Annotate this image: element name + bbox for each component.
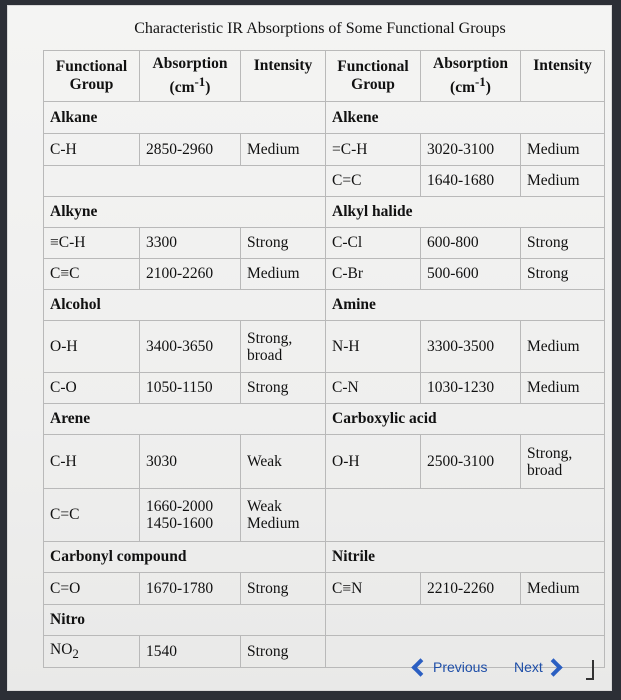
section-row [44,102,605,134]
absorption: 3300-3500 [421,321,521,373]
section-amine: Amine [326,290,605,321]
header-intensity-2: Intensity [521,51,605,102]
section-row [44,605,605,636]
header-intensity: Intensity [241,51,326,102]
functional-group: =C-H [326,134,421,166]
table-row [44,435,605,489]
intensity: Medium [521,166,605,197]
intensity: Strong [521,259,605,290]
functional-group: C-N [326,373,421,404]
table-row [44,228,605,259]
section-alcohol: Alcohol [44,290,326,321]
section-alkane: Alkane [44,102,326,134]
section-row [44,404,605,435]
absorption: 3020-3100 [421,134,521,166]
table-row [44,166,605,197]
empty-cell [326,605,605,636]
absorption: 1540 [140,636,241,668]
absorption: 3400-3650 [140,321,241,373]
functional-group: N-H [326,321,421,373]
previous-button[interactable] [414,654,487,680]
functional-group: ≡C-H [44,228,140,259]
section-row [44,542,605,573]
functional-group: C=C [326,166,421,197]
functional-group: C-O [44,373,140,404]
header-functional-group: Functional Group [44,51,140,102]
absorption: 2850-2960 [140,134,241,166]
section-row [44,197,605,228]
intensity: Strong [241,373,326,404]
functional-group: C-Br [326,259,421,290]
absorption: 600-800 [421,228,521,259]
intensity: Medium [241,259,326,290]
absorption: 1670-1780 [140,573,241,605]
functional-group: $NO_2$ [44,636,140,668]
navigation-bar [0,648,621,684]
section-nitro: Nitro [44,605,326,636]
functional-group: C=C [44,489,140,542]
section-alkyne: Alkyne [44,197,326,228]
intensity: Weak [241,435,326,489]
corner-bracket [586,660,594,680]
table-row [44,134,605,166]
absorption: 2500-3100 [421,435,521,489]
table-row [44,573,605,605]
intensity: Strong, broad [521,435,605,489]
table-row [44,489,605,542]
next-button[interactable] [514,654,560,680]
empty-cell [326,489,605,542]
next-label: Next [514,659,543,675]
ir-absorption-table [43,50,605,668]
intensity: Medium [521,373,605,404]
table-title: Characteristic IR Absorptions of Some Functional Groups [134,20,506,37]
section-alkene: Alkene [326,102,605,134]
table-row [44,373,605,404]
absorption: 2210-2260 [421,573,521,605]
intensity: Strong [521,228,605,259]
section-arene: Arene [44,404,326,435]
chevron-left-icon [411,658,429,676]
absorption: 1030-1230 [421,373,521,404]
section-carboxylic-acid: Carboxylic acid [326,404,605,435]
header-row [44,51,605,102]
intensity: Strong [241,228,326,259]
intensity: Strong [241,636,326,668]
intensity: Strong [241,573,326,605]
functional-group: O-H [44,321,140,373]
header-absorption: Absorption $(cm^{-1})$ [140,51,241,102]
section-row [44,290,605,321]
absorption: 1050-1150 [140,373,241,404]
empty-cell [44,166,326,197]
functional-group: C=O [44,573,140,605]
table-row [44,321,605,373]
absorption: 1640-1680 [421,166,521,197]
header-absorption-2: Absorption $(cm^{-1})$ [421,51,521,102]
functional-group: O-H [326,435,421,489]
header-functional-group-2: Functional Group [326,51,421,102]
functional-group: C≡N [326,573,421,605]
functional-group: C-H [44,134,140,166]
absorption: 3030 [140,435,241,489]
functional-group: C≡C [44,259,140,290]
section-nitrile: Nitrile [326,542,605,573]
intensity: Medium [241,134,326,166]
absorption: 2100-2260 [140,259,241,290]
absorption: 500-600 [421,259,521,290]
functional-group: C-Cl [326,228,421,259]
absorption: 3300 [140,228,241,259]
intensity: Medium [521,573,605,605]
intensity: Medium [521,134,605,166]
chevron-right-icon [544,658,562,676]
functional-group: C-H [44,435,140,489]
previous-label: Previous [433,659,488,675]
absorption: 1660-2000 1450-1600 [140,489,241,542]
intensity: Weak Medium [241,489,326,542]
table-row [44,259,605,290]
intensity: Strong, broad [241,321,326,373]
intensity: Medium [521,321,605,373]
section-carbonyl-compound: Carbonyl compound [44,542,326,573]
section-alkyl-halide: Alkyl halide [326,197,605,228]
